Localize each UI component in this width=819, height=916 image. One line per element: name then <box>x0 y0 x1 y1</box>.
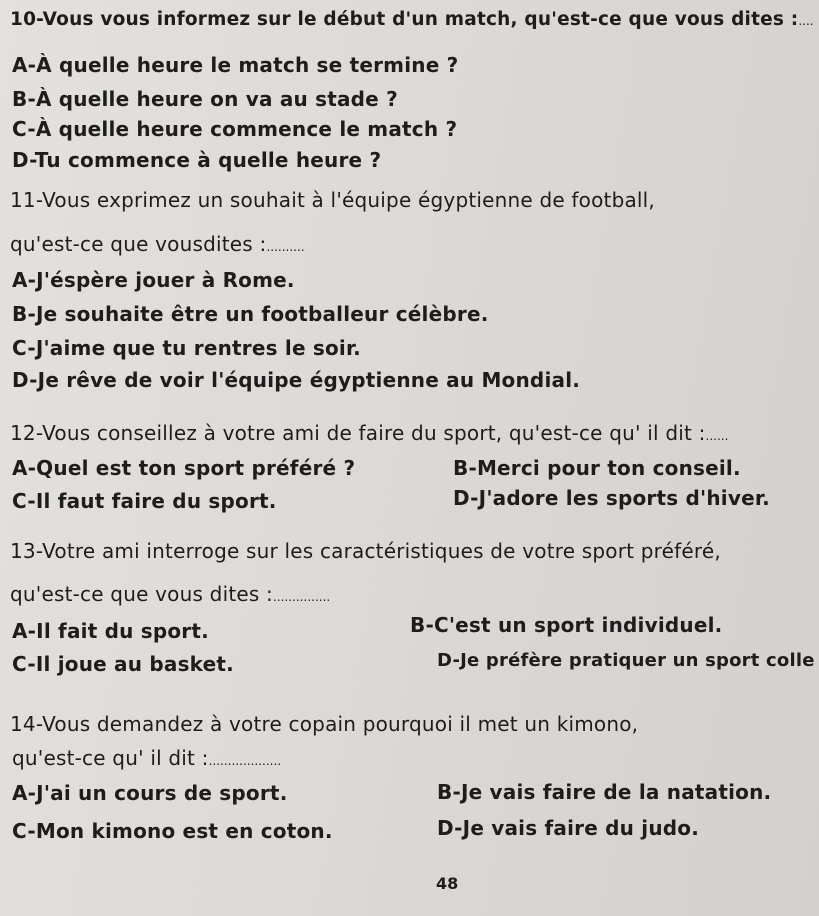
question-14-option-a: A-J'ai un cours de sport. <box>12 781 288 805</box>
question-14-option-b: B-Je vais faire de la natation. <box>437 780 772 804</box>
question-11-option-a: A-J'éspère jouer à Rome. <box>12 268 295 292</box>
question-14-stem-line-2: qu'est-ce qu' il dit :................... <box>12 746 282 770</box>
question-10-stem: 10-Vous vous informez sur le début d'un match, qu'est-ce que vous dites :.... <box>10 9 814 30</box>
question-14-option-d: D-Je vais faire du judo. <box>437 816 700 840</box>
question-13-stem-line-2: qu'est-ce que vous dites :............... <box>10 582 331 606</box>
question-12-option-a: A-Quel est ton sport préféré ? <box>12 456 356 480</box>
question-12-stem: 12-Vous conseillez à votre ami de faire du sport, qu'est-ce qu' il dit :...... <box>10 421 729 445</box>
question-12-option-b: B-Merci pour ton conseil. <box>453 456 741 480</box>
question-11-option-d: D-Je rêve de voir l'équipe égyptienne au Mondial. <box>12 368 581 392</box>
question-12-option-d: D-J'adore les sports d'hiver. <box>453 486 770 510</box>
question-13-option-a: A-Il fait du sport. <box>12 619 209 643</box>
question-13-option-b: B-C'est un sport individuel. <box>410 613 723 637</box>
question-14-option-c: C-Mon kimono est en coton. <box>12 819 333 843</box>
question-10-option-c: C-À quelle heure commence le match ? <box>12 117 458 141</box>
question-11-stem-line-1: 11-Vous exprimez un souhait à l'équipe égyptienne de football, <box>10 188 655 212</box>
question-11-option-c: C-J'aime que tu rentres le soir. <box>12 336 361 360</box>
question-10-option-d: D-Tu commence à quelle heure ? <box>12 148 382 172</box>
question-13-option-c: C-Il joue au basket. <box>12 652 234 676</box>
question-11-stem-line-2: qu'est-ce que vousdites :.......... <box>10 232 305 256</box>
question-13-stem-line-1: 13-Votre ami interroge sur les caractéristiques de votre sport préféré, <box>10 539 721 563</box>
question-12-option-c: C-Il faut faire du sport. <box>12 489 277 513</box>
question-13-option-d: D-Je préfère pratiquer un sport colle <box>437 650 815 671</box>
question-10-option-b: B-À quelle heure on va au stade ? <box>12 87 398 111</box>
question-14-stem-line-1: 14-Vous demandez à votre copain pourquoi il met un kimono, <box>10 712 639 736</box>
question-11-option-b: B-Je souhaite être un footballeur célèbre. <box>12 302 489 326</box>
page-number: 48 <box>436 874 459 893</box>
question-10-option-a: A-À quelle heure le match se termine ? <box>12 53 459 77</box>
